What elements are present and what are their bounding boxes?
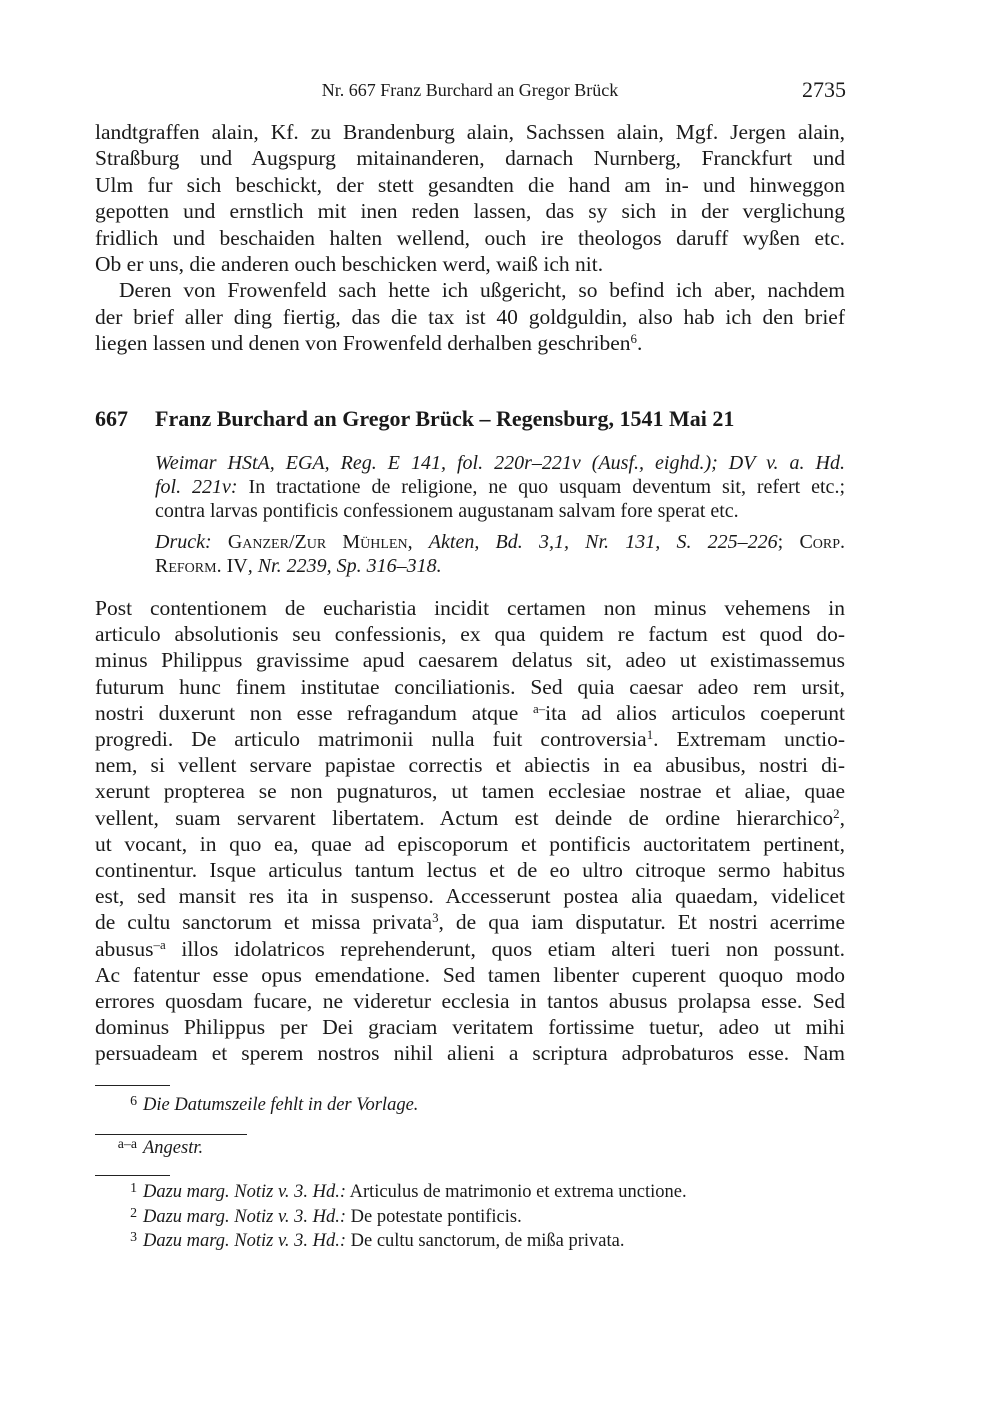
footnote-rule [95, 1175, 170, 1176]
text: xerunt propterea se non pugnaturos, ut tamen ecclesiae nostrae et aliae, quae [95, 779, 845, 804]
text-line [95, 778, 845, 804]
footnote [95, 1180, 845, 1205]
italic-text: Akten, Bd. 3,1, Nr. 131, S. 225–226 [428, 531, 778, 553]
text: Post contentionem de eucharistia incidit certamen non minus vehemens in [95, 596, 845, 620]
text: In tractatione de religione, ne quo usquam deventum sit, refert etc.; [237, 476, 845, 498]
text [212, 531, 228, 553]
text: Deren von Frowenfeld sach hette ich ußgericht, so befind ich aber, nachdem [119, 278, 845, 303]
text: persuadeam et sperem nostros nihil alieni a scriptura adprobaturos esse. Nam [95, 1041, 845, 1066]
note-marker: 6 [630, 332, 637, 347]
footnote-marker: a–a [117, 1137, 137, 1153]
paragraph [95, 119, 845, 277]
note-marker: 3 [432, 911, 439, 926]
footnote-marker: 2 [130, 1205, 137, 1221]
footnotes-previous [95, 1093, 845, 1118]
text: gepotten und ernstlich mit inen reden lassen, das sy sich in der verglichung [95, 199, 845, 224]
text-line [95, 119, 845, 145]
italic-text: Druck: [155, 531, 212, 553]
text-line [95, 909, 845, 935]
text: vellent, suam servarent libertatem. Actum est deinde de ordine hierarchico [95, 805, 834, 830]
running-header-title: Nr. 667 Franz Burchard an Gregor Brück [321, 80, 619, 100]
small-caps-text: Corp. [799, 531, 846, 553]
text-line [95, 726, 845, 752]
note-marker: 2 [833, 806, 840, 821]
footnote-rule [95, 1085, 170, 1086]
document-title: Franz Burchard an Gregor Brück – Regensburg, 1541 Mai 21 [155, 406, 735, 431]
footnote-number [95, 1229, 143, 1254]
footnote-number [95, 1136, 143, 1161]
footnote-number [95, 1205, 143, 1230]
text-line [95, 805, 845, 831]
text-line [95, 145, 845, 171]
italic-text: Weimar HStA, EGA, Reg. E 141, fol. 220r–221v (Ausf., eighd.); DV v. a. Hd. [155, 452, 845, 474]
text: est, sed mansit res ita in suspenso. Accesserunt postea alia quaedam, videlicet [95, 884, 845, 909]
text: ; [777, 531, 800, 553]
text-line [95, 198, 845, 224]
footnote-marker: 3 [130, 1230, 137, 1246]
footnote [95, 1205, 845, 1230]
text: , [839, 805, 845, 830]
footnote-italic: Die Datumszeile fehlt in der Vorlage. [143, 1095, 419, 1115]
source-note [155, 451, 845, 578]
textual-note-rule [95, 1134, 247, 1135]
main-text [95, 595, 845, 1067]
text-line [95, 883, 845, 909]
paragraph [155, 451, 845, 523]
text: fridlich und beschaiden halten wellend, ouch ire theologos daruff wyßen etc. [95, 225, 845, 250]
text: progredi. De articulo matrimonii nulla fuit controversia [95, 727, 647, 752]
footnote-text: Articulus de matrimonio et extrema unctione. [346, 1182, 687, 1202]
text-line [95, 700, 845, 726]
text-line [95, 1040, 845, 1066]
text-line [95, 277, 845, 303]
text: futurum hunc finem institutae conciliationis. Sed quia caesar adeo rem ursit, [95, 674, 845, 699]
text-line [95, 936, 845, 962]
text-line [155, 530, 845, 554]
footnote-italic: Angestr. [143, 1138, 204, 1158]
small-caps-text: Ganzer/Zur Mühlen [227, 531, 408, 553]
small-caps-text: Reform. [155, 555, 222, 577]
footnote-number [95, 1180, 143, 1205]
text-line [95, 330, 845, 356]
text-line [95, 621, 845, 647]
text: Straßburg und Augspurg mitainanderen, darnach Nurnberg, Franckfurt und [95, 146, 845, 171]
text-line [95, 988, 845, 1014]
text: landtgraffen alain, Kf. zu Brandenburg alain, Sachssen alain, Mgf. Jergen alain, [95, 120, 845, 144]
text: dominus Philippus per Dei graciam veritatem fortissime tuetur, adeo ut mihi [95, 1015, 845, 1040]
text-line [95, 857, 845, 883]
text-line [95, 225, 845, 251]
text: , de qua iam disputatur. Et nostri acerrime [438, 910, 845, 935]
text-line [95, 251, 845, 277]
footnote-italic: Dazu marg. Notiz v. 3. Hd.: [143, 1231, 346, 1251]
text: . Extremam unctio- [653, 727, 845, 752]
text-line [155, 451, 845, 475]
text: nostri duxerunt non esse refragandum atque [95, 700, 533, 725]
text: continentur. Isque articulus tantum lectus et de eo ultro citroque sermo habitus [95, 858, 845, 883]
text: der brief aller ding fiertig, das die tax ist 40 goldguldin, also hab ich den brief [95, 304, 845, 329]
document-heading [95, 406, 845, 432]
footnote-number [95, 1093, 143, 1118]
text: de cultu sanctorum et missa privata [95, 910, 433, 935]
paragraph [155, 530, 845, 578]
text: liegen lassen und denen von Frowenfeld derhalben geschriben [95, 331, 631, 356]
footnotes [95, 1180, 845, 1254]
footnote-marker: 1 [130, 1181, 137, 1197]
italic-text: , Nr. 2239, Sp. 316–318. [247, 555, 442, 577]
text: errores quosdam fucare, ne videretur ecclesia in tantos abusus prolapsa esse. Sed [95, 989, 845, 1014]
footnote-text: De potestate pontificis. [346, 1206, 522, 1227]
text-line [95, 647, 845, 673]
text-line [95, 304, 845, 330]
text: Ob er uns, die anderen ouch beschicken werd, waiß ich nit. [95, 252, 604, 277]
text: contra larvas pontificis confessionem augustanam salvam fore sperat etc. [155, 500, 739, 522]
note-marker: a– [532, 701, 546, 716]
text: illos idolatricos reprehenderunt, quos etiam alteri tueri non possunt. [165, 936, 845, 961]
note-marker: 1 [646, 727, 654, 742]
text: minus Philippus gravissime apud caesarem delatus sit, adeo ut existimassemus [95, 648, 845, 673]
text: Ac fatentur esse opus emendatione. Sed tamen libenter cuperent quoquo modo [95, 962, 845, 987]
footnote [95, 1136, 845, 1161]
paragraph [95, 277, 845, 356]
text-line [95, 1014, 845, 1040]
top-text [95, 119, 845, 357]
footnote-text: De cultu sanctorum, de mißa privata. [346, 1231, 625, 1251]
footnote-marker: 6 [130, 1094, 137, 1110]
text: IV [221, 555, 248, 577]
footnote [95, 1229, 845, 1254]
text: nem, si vellent servare papistae correctis et abiectis in ea abusibus, nostri di- [95, 753, 845, 778]
document-number: 667 [95, 406, 128, 431]
text-line [155, 499, 845, 523]
text-line [95, 831, 845, 857]
text-line [155, 554, 845, 578]
page-number: 2735 [802, 77, 846, 102]
text-line [95, 595, 845, 621]
text: ita ad alios articulos coeperunt [545, 700, 846, 725]
text: , [407, 531, 429, 553]
text: Ulm fur sich beschickt, der stett gesandten die hand am in- und hinweggon [95, 172, 845, 197]
text-line [155, 475, 845, 499]
text: . [637, 331, 643, 356]
text: ut vocant, in quo ea, quae ad episcoporum et pontificis auctoritatem pertinent, [95, 831, 845, 856]
text-line [95, 172, 845, 198]
textual-notes [95, 1136, 845, 1161]
footnote-italic: Dazu marg. Notiz v. 3. Hd.: [143, 1182, 346, 1202]
text: articulo absolutionis seu confessionis, ex qua quidem re factum est quod do- [95, 622, 845, 647]
footnote [95, 1093, 845, 1118]
text-line [95, 962, 845, 988]
text-line [95, 752, 845, 778]
footnote-italic: Dazu marg. Notiz v. 3. Hd.: [143, 1206, 346, 1227]
text-line [95, 674, 845, 700]
text: abusus [95, 936, 154, 961]
paragraph [95, 595, 845, 1067]
italic-text: fol. 221v: [155, 476, 238, 498]
note-marker: –a [153, 937, 166, 952]
